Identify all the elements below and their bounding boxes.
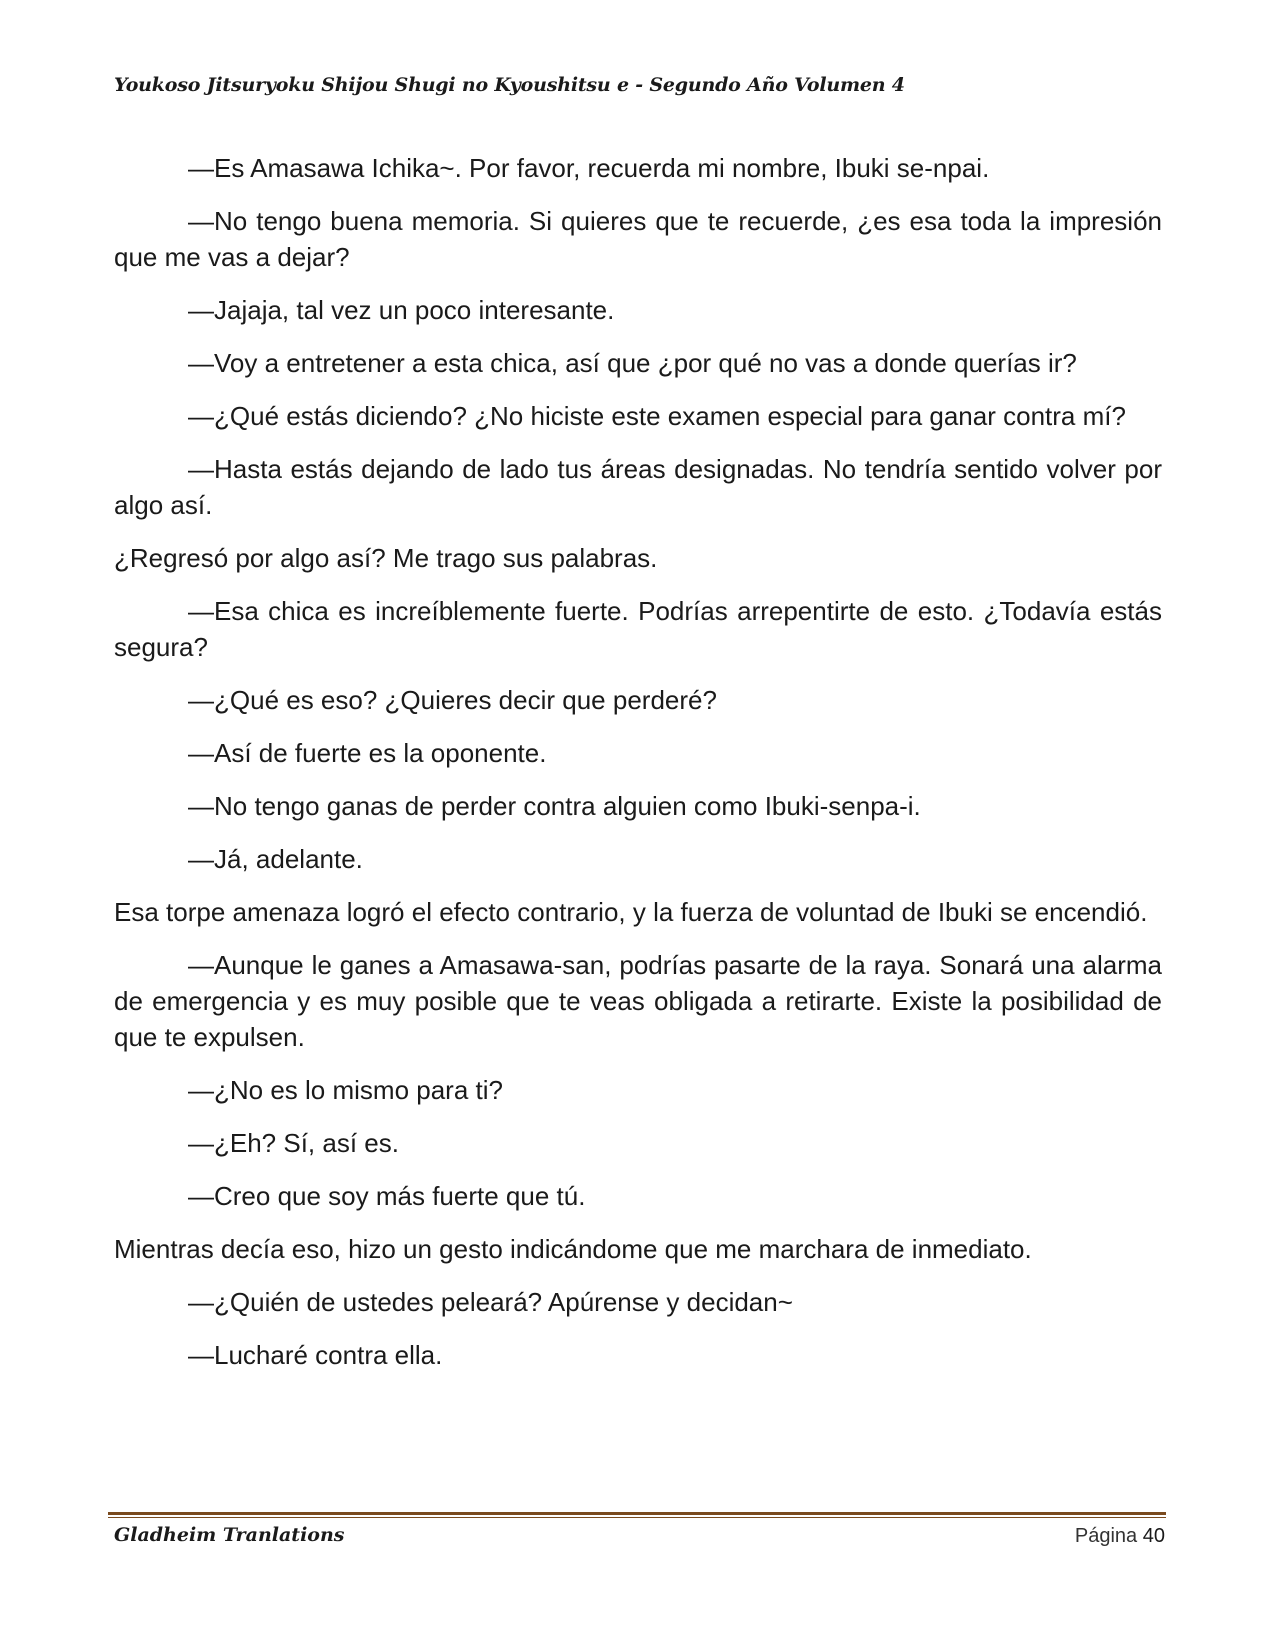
footer-publisher: Gladheim Tranlations [114, 1524, 345, 1546]
paragraph-11: —No tengo ganas de perder contra alguien como Ibuki-senpa-i. [188, 791, 921, 821]
paragraph-8: —Esa chica es increíblemente fuerte. Podrías arrepentirte de esto. ¿Todavía estás segura? [114, 596, 1162, 662]
paragraph-14: —Aunque le ganes a Amasawa-san, podrías pasarte de la raya. Sonará una alarma de emergencia y es muy posible que te veas obligada a retirarte. Existe la posibilidad de que te expulsen. [114, 950, 1162, 1052]
paragraph-10: —Así de fuerte es la oponente. [188, 738, 547, 768]
paragraph-18: Mientras decía eso, hizo un gesto indicándome que me marchara de inmediato. [114, 1234, 1032, 1264]
paragraph-1: —Es Amasawa Ichika~. Por favor, recuerda mi nombre, Ibuki se-npai. [188, 153, 990, 183]
paragraph-4: —Voy a entretener a esta chica, así que ¿por qué no vas a donde querías ir? [188, 348, 1077, 378]
paragraph-7: ¿Regresó por algo así? Me trago sus palabras. [114, 543, 658, 573]
page-body [114, 150, 1162, 1390]
paragraph-17: —Creo que soy más fuerte que tú. [188, 1181, 586, 1211]
paragraph-15: —¿No es lo mismo para ti? [188, 1075, 503, 1105]
page-header-title: Youkoso Jitsuryoku Shijou Shugi no Kyoushitsu e - Segundo Año Volumen 4 [114, 74, 905, 96]
paragraph-9: —¿Qué es eso? ¿Quieres decir que perderé? [188, 685, 717, 715]
paragraph-13: Esa torpe amenaza logró el efecto contrario, y la fuerza de voluntad de Ibuki se encendió. [114, 897, 1148, 927]
paragraph-3: —Jajaja, tal vez un poco interesante. [188, 295, 615, 325]
page-number: 40 [1142, 1525, 1165, 1547]
paragraph-2: —No tengo buena memoria. Si quieres que te recuerde, ¿es esa toda la impresión que me vas a dejar? [114, 206, 1162, 272]
paragraph-19: —¿Quién de ustedes peleará? Apúrense y decidan~ [188, 1287, 793, 1317]
paragraph-5: —¿Qué estás diciendo? ¿No hiciste este examen especial para ganar contra mí? [188, 401, 1126, 431]
paragraph-20: —Lucharé contra ella. [188, 1340, 443, 1370]
paragraph-6: —Hasta estás dejando de lado tus áreas designadas. No tendría sentido volver por algo así. [114, 454, 1162, 520]
page-label: Página [1074, 1525, 1138, 1547]
footer-page-indicator [1075, 1525, 1165, 1548]
footer-divider [108, 1512, 1166, 1518]
paragraph-12: —Já, adelante. [188, 844, 363, 874]
paragraph-16: —¿Eh? Sí, así es. [188, 1128, 399, 1158]
